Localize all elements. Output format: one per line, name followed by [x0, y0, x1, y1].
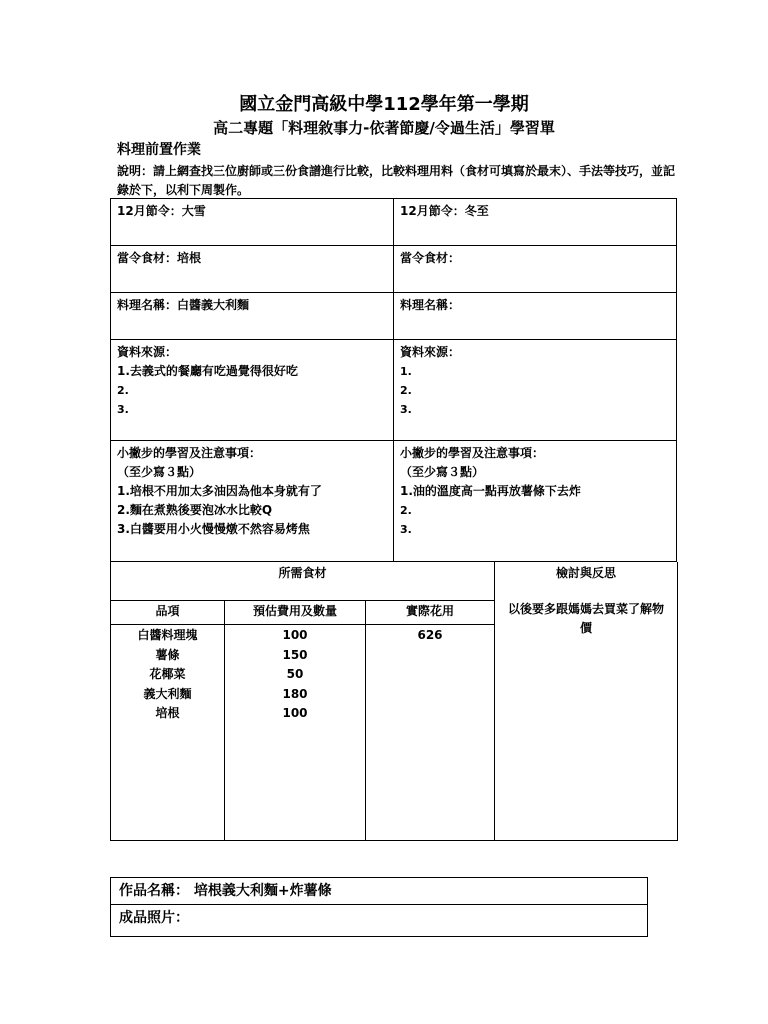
photo-label: 成品照片：: [111, 904, 647, 936]
left-notes-cell: [111, 441, 394, 562]
left-term-cell: [111, 199, 394, 246]
actual-list: [366, 626, 494, 646]
ingredients-reflection-table: [110, 562, 678, 841]
item-list: [111, 626, 224, 724]
right-source-label: 資料來源：: [400, 345, 461, 359]
right-note-3: 3.: [400, 523, 412, 536]
list-item: 花椰菜: [149, 667, 186, 681]
ingredients-title: 所需食材: [278, 566, 327, 580]
left-source-cell: [111, 340, 394, 441]
column-header-estimate: 預估費用及數量: [252, 604, 337, 618]
right-dish: 料理名稱：: [400, 298, 461, 312]
section-heading: 料理前置作業: [117, 142, 201, 158]
right-source-1: 1.: [400, 365, 412, 378]
left-source-1: 1.去義式的餐廳有吃過覺得很好吃: [117, 364, 298, 378]
right-notes-min: （至少寫３點）: [400, 465, 485, 479]
estimate-list: [225, 626, 365, 724]
right-ingredient: 當令食材：: [400, 251, 461, 265]
right-term: 12月節令：冬至: [400, 204, 489, 218]
list-item: 義大利麵: [143, 686, 192, 701]
list-item: 626: [417, 628, 443, 642]
left-dish-cell: [111, 293, 394, 340]
right-notes-label: 小撇步的學習及注意事項：: [400, 446, 545, 460]
list-item: 100: [282, 706, 308, 720]
list-item: 培根: [155, 706, 180, 720]
list-item: 50: [286, 667, 304, 681]
left-note-3: 3.白醬要用小火慢慢燉不然容易烤焦: [117, 522, 310, 536]
list-item: 100: [282, 628, 308, 642]
left-ingredient: 當令食材：培根: [117, 251, 202, 265]
right-source-3: 3.: [400, 403, 412, 416]
left-source-label: 資料來源：: [117, 345, 178, 359]
list-item: 薯條: [155, 647, 180, 662]
left-note-1: 1.培根不用加太多油因為他本身就有了: [117, 484, 322, 498]
work-name: 作品名稱： 培根義大利麵+炸薯條: [119, 883, 332, 899]
left-ingredient-cell: [111, 246, 394, 293]
list-item: 180: [282, 686, 308, 701]
left-source-3: 3.: [117, 403, 129, 416]
final-work-box: [110, 877, 648, 937]
left-notes-min: （至少寫３點）: [117, 465, 202, 479]
left-note-2: 2.麵在煮熟後要泡冰水比較Q: [117, 503, 273, 517]
header-top-rule: [111, 600, 494, 601]
list-item: 150: [282, 647, 308, 662]
right-note-1: 1.油的溫度高一點再放薯條下去炸: [400, 484, 581, 498]
column-header-actual: 實際花用: [405, 604, 454, 618]
page-subtitle: 高二專題「料理敘事力-依著節慶/令過生活」學習單: [213, 119, 555, 137]
instructions-text: 說明：請上網查找三位廚師或三份食譜進行比較，比較料理用料（食材可填寫於最末）、手法等技巧，並記錄於下，以利下周製作。: [117, 164, 676, 197]
list-item: 白醬料理塊: [137, 628, 198, 642]
left-term: 12月節令：大雪: [117, 204, 206, 218]
right-source-2: 2.: [400, 384, 412, 397]
left-dish: 料理名稱：白醬義大利麵: [117, 298, 250, 312]
comparison-table: [110, 198, 677, 562]
reflection-title: 檢討與反思: [555, 566, 616, 580]
column-divider: [494, 562, 495, 840]
right-note-2: 2.: [400, 504, 412, 517]
left-notes-label: 小撇步的學習及注意事項：: [117, 446, 262, 460]
right-ingredient-cell: [394, 246, 677, 293]
left-source-2: 2.: [117, 384, 129, 397]
column-header-item: 品項: [155, 604, 180, 618]
page-title: 國立金門高級中學112學年第一學期: [239, 94, 529, 115]
right-term-cell: [394, 199, 677, 246]
right-source-cell: [394, 340, 677, 441]
right-notes-cell: [394, 441, 677, 562]
right-dish-cell: [394, 293, 677, 340]
header-bottom-rule: [111, 624, 494, 625]
reflection-text: 以後要多跟媽媽去買菜了解物價: [507, 602, 664, 635]
